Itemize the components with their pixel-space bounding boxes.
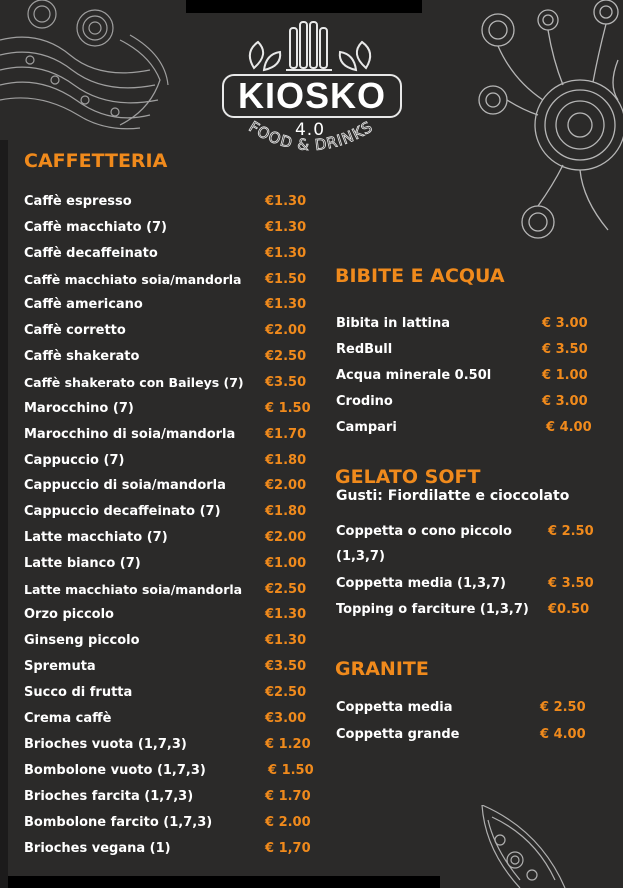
list-item: [24, 789, 314, 815]
left-band: [0, 140, 8, 888]
item-name: Caffè espresso: [24, 194, 132, 209]
item-name: Bibita in lattina: [336, 316, 451, 331]
item-price: €1.30: [265, 194, 307, 209]
list-item: [24, 685, 314, 711]
item-price: € 1.70: [265, 789, 311, 804]
list-item: [336, 700, 606, 726]
item-name: Latte macchiato (7): [24, 530, 168, 545]
item-price: € 2.00: [265, 815, 311, 830]
brand-version: 4.0: [294, 120, 326, 140]
item-price: € 2.50: [540, 700, 586, 715]
list-item: [336, 368, 606, 394]
list-item: [24, 401, 314, 427]
list-item: [336, 524, 606, 570]
item-name: Caffè decaffeinato: [24, 246, 158, 261]
item-name: Cappuccio (7): [24, 453, 125, 468]
item-name: Coppetta media (1,3,7): [336, 576, 506, 591]
item-price: €1.30: [265, 220, 307, 235]
item-name: Topping o farciture (1,3,7): [336, 602, 529, 617]
list-item: [24, 530, 314, 556]
item-price: €1.80: [265, 504, 307, 519]
list-item: [24, 763, 314, 789]
item-name: Cappuccio di soia/mandorla: [24, 478, 226, 493]
list-item: [24, 815, 314, 841]
item-price: €2.50: [265, 685, 307, 700]
item-price: € 2.50: [548, 524, 594, 539]
list-item: [24, 607, 314, 633]
item-name: Latte macchiato soia/mandorla: [24, 582, 243, 597]
item-name-continued: (1,3,7): [336, 549, 385, 564]
list-item: [24, 246, 314, 272]
item-name: Coppetta media: [336, 700, 453, 715]
list-item: [24, 272, 314, 298]
item-price: €1.30: [265, 297, 307, 312]
item-name: Coppetta grande: [336, 727, 460, 742]
item-price: € 4.00: [546, 420, 592, 435]
list-item: [24, 556, 314, 582]
list-item: [336, 342, 606, 368]
list-item: [24, 737, 314, 763]
gelato-subtitle: Gusti: Fiordilatte e cioccolato: [336, 488, 570, 504]
list-item: [24, 711, 314, 737]
item-name: Spremuta: [24, 659, 96, 674]
list-item: [24, 323, 314, 349]
mandala-wave-icon: [0, 0, 170, 145]
item-price: €1.50: [265, 272, 307, 287]
list-item: [336, 576, 606, 602]
list-item: [24, 375, 314, 401]
item-price: € 3.50: [548, 576, 594, 591]
list-item: [336, 420, 606, 446]
item-price: € 4.00: [540, 727, 586, 742]
list-item: [24, 453, 314, 479]
item-price: €3.00: [265, 711, 307, 726]
list-item: [24, 478, 314, 504]
item-price: €2.00: [265, 478, 307, 493]
list-item: [336, 602, 606, 628]
brand-name: KIOSKO: [237, 75, 386, 116]
mandala-leaf-icon: [470, 805, 570, 888]
item-price: € 1.20: [265, 737, 311, 752]
item-price: € 3.50: [542, 342, 588, 357]
brand-tagline-arc: [210, 106, 410, 164]
list-item: [24, 659, 314, 685]
caffetteria-title: CAFFETTERIA: [24, 150, 168, 172]
item-name: Acqua minerale 0.50l: [336, 368, 492, 383]
list-item: [24, 220, 314, 246]
item-name: Caffè corretto: [24, 323, 126, 338]
svg-text:FOOD & DRINKS: [246, 117, 377, 154]
granite-title: GRANITE: [335, 658, 429, 680]
item-name: Campari: [336, 420, 397, 435]
item-name: Coppetta o cono piccolo: [336, 524, 512, 539]
gelato-title: GELATO SOFT: [335, 466, 481, 488]
item-name: Crodino: [336, 394, 393, 409]
logo: [210, 14, 410, 155]
mandala-octopus-icon: [468, 0, 623, 245]
list-item: [24, 297, 314, 323]
item-price: € 1.50: [265, 401, 311, 416]
item-price: €2.00: [265, 530, 307, 545]
item-price: €3.50: [265, 659, 307, 674]
item-name: Brioches vuota (1,7,3): [24, 737, 187, 752]
list-item: [24, 633, 314, 659]
item-price: €3.50: [265, 375, 307, 390]
item-price: €2.50: [265, 349, 307, 364]
item-name: Caffè shakerato con Baileys (7): [24, 375, 244, 390]
hand-leaves-icon: [240, 18, 380, 74]
top-bar: [186, 0, 422, 13]
list-item: [24, 194, 314, 220]
item-name: Bombolone vuoto (1,7,3): [24, 763, 206, 778]
item-price: €2.00: [265, 323, 307, 338]
item-name: RedBull: [336, 342, 393, 357]
item-price: € 3.00: [542, 394, 588, 409]
list-item: [336, 394, 606, 420]
item-price: € 3.00: [542, 316, 588, 331]
item-price: €2.50: [265, 582, 307, 597]
item-name: Bombolone farcito (1,7,3): [24, 815, 213, 830]
item-name: Marocchino (7): [24, 401, 134, 416]
item-price: € 1,70: [265, 841, 311, 856]
list-item: [24, 582, 314, 608]
item-name: Cappuccio decaffeinato (7): [24, 504, 221, 519]
item-name: Marocchino di soia/mandorla: [24, 427, 236, 442]
list-item: [24, 841, 314, 867]
item-name: Orzo piccolo: [24, 607, 114, 622]
item-price: € 1.50: [268, 763, 314, 778]
item-price: €1.00: [265, 556, 307, 571]
list-item: [336, 316, 606, 342]
item-name: Succo di frutta: [24, 685, 133, 700]
item-price: €1.70: [265, 427, 307, 442]
item-price: €0.50: [548, 602, 590, 617]
list-item: [24, 427, 314, 453]
item-name: Crema caffè: [24, 711, 112, 726]
list-item: [24, 504, 314, 530]
brand-tagline: FOOD & DRINKS: [245, 117, 377, 155]
item-name: Brioches farcita (1,7,3): [24, 789, 194, 804]
item-name: Brioches vegana (1): [24, 841, 171, 856]
item-price: €1.30: [265, 633, 307, 648]
item-price: €1.30: [265, 607, 307, 622]
bibite-title: BIBITE E ACQUA: [335, 265, 505, 287]
list-item: [24, 349, 314, 375]
list-item: [336, 727, 606, 753]
item-name: Latte bianco (7): [24, 556, 141, 571]
item-price: €1.30: [265, 246, 307, 261]
item-name: Caffè macchiato (7): [24, 220, 167, 235]
item-name: Caffè macchiato soia/mandorla: [24, 272, 242, 287]
item-price: € 1.00: [542, 368, 588, 383]
bottom-bar: [0, 876, 440, 888]
item-name: Caffè shakerato: [24, 349, 140, 364]
item-name: Ginseng piccolo: [24, 633, 140, 648]
item-name: Caffè americano: [24, 297, 143, 312]
item-price: €1.80: [265, 453, 307, 468]
